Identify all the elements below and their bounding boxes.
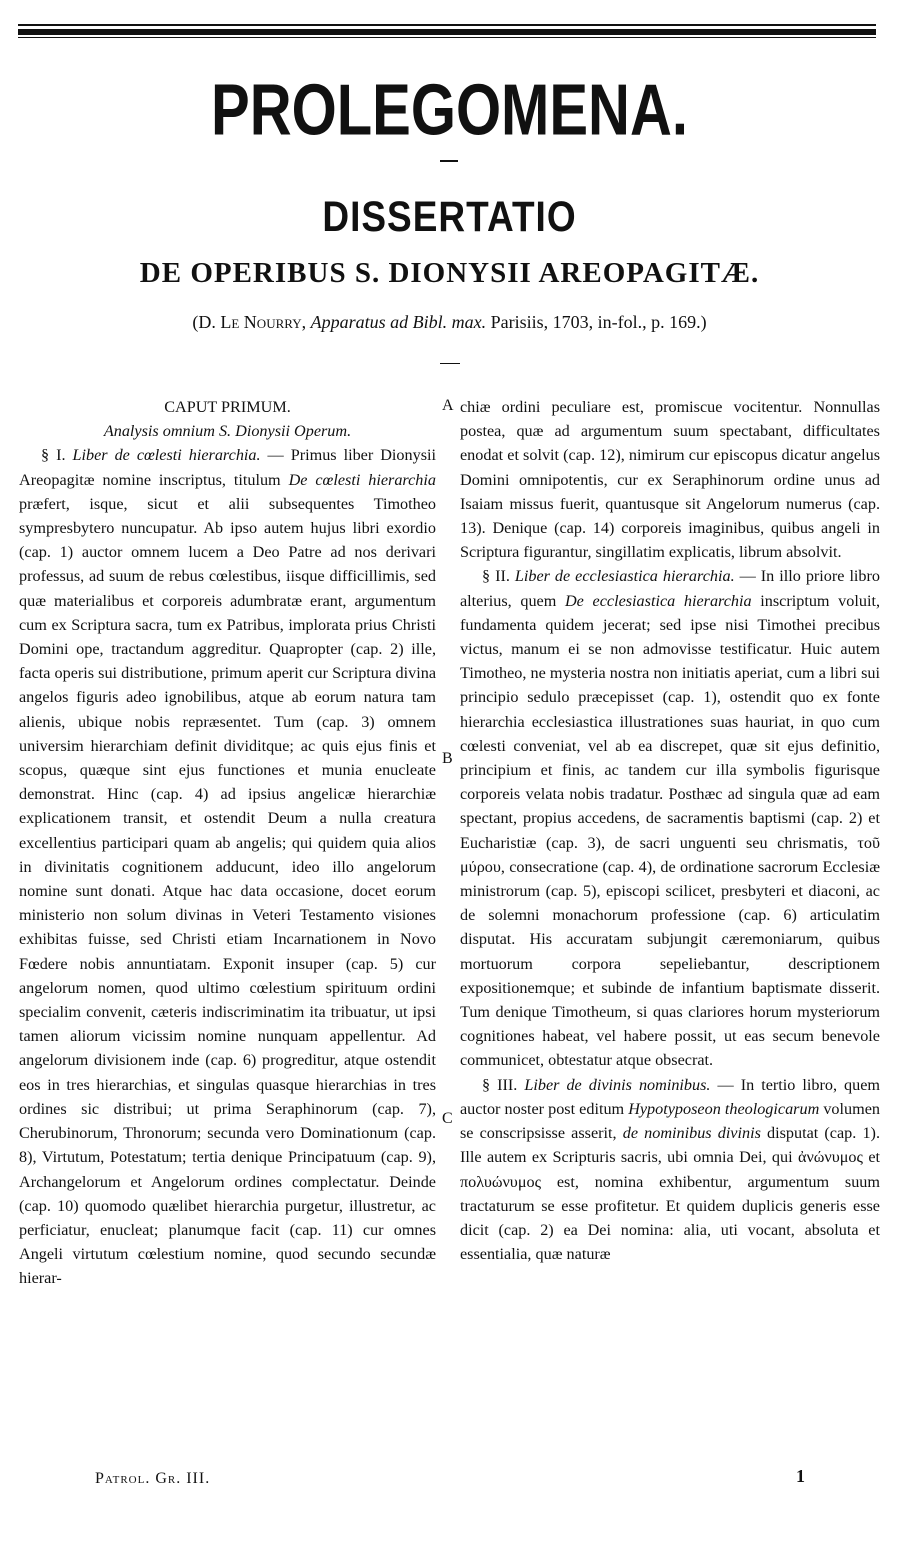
section-2-paragraph [460, 564, 880, 1072]
divider-dash-2 [440, 363, 460, 364]
margin-letter-b: B [442, 750, 453, 767]
section-3-title: Liber de divinis nominibus. [524, 1075, 711, 1094]
section-2-head: § II. [482, 567, 515, 586]
chapter-subtitle [19, 419, 436, 443]
dissertation-subtitle: DE OPERIBUS S. DIONYSII AREOPAGITÆ. [139, 257, 760, 289]
dissertatio-heading: DISSERTATIO [322, 193, 577, 241]
section-1-paragraph [19, 443, 436, 1290]
citation-work: Apparatus ad Bibl. max. [310, 312, 487, 332]
left-column [19, 395, 436, 1291]
section-3-text-a-italic: Hypotyposeon theologicarum [628, 1099, 820, 1118]
section-1-text-a-italic: De cœlesti hierarchia [288, 470, 436, 489]
margin-letter-a: A [442, 397, 454, 414]
section-3-text-c: disputat (cap. 1). Ille autem ex Scripturis sacris, ubi omnia Dei, qui ἀνώνυμος et πολυώνυμος est, nomina exhibentur, argumentum suum tractaturum se esse profitetur. Et quidem duplicis generis esse dicit (cap. 2) ea Dei nomina: alia, uti vocant, absoluta et essentialia, quæ naturæ [460, 1124, 880, 1264]
section-3-text-a: — In tertio libro, quem auctor noster post editum [460, 1075, 880, 1118]
section-3-text-b: volumen se conscripsisse asserit, [460, 1099, 880, 1143]
section-1-title: Liber de cœlesti hierarchia. [72, 446, 261, 465]
section-2-title: Liber de ecclesiastica hierarchia. [514, 567, 735, 586]
top-rule [18, 20, 876, 40]
citation-sep: , [301, 312, 311, 332]
margin-letter-c: C [442, 1110, 453, 1127]
page-number: 1 [796, 1466, 805, 1486]
continuation-paragraph: chiæ ordini peculiare est, promiscue vocitentur. Nonnullas postea, quæ ad argumentum suum spectabant, difficultates enodat et solvit (cap. 12), nimirum cur episcopus dicatur angelus Domini omnipotentis, cur ex Seraphinorum ordine unus ad Isaiam missus fuerit, quantusque sit Angelorum numerus (cap. 13). Denique (cap. 14) corporeis imaginibus, quibus angeli in Scriptura figurantur, singillatim explicatis, librum absolvit. [460, 398, 880, 562]
divider-dash [440, 160, 458, 162]
section-3-head: § III. [482, 1075, 525, 1094]
citation-rest: Parisiis, 1703, in-fol., p. 169.) [486, 312, 707, 332]
section-2-text-b: inscriptum voluit, fundamenta quidem jecerat; sed ipse nisi Timothei precibus victus, manum ei se non admovisse testificatur. Huic autem Timotheo, ne mysteria nostra non initiatis aperiat, cum a libri sui principio sedulo præcepisset (cap. 1), ostendit quo ex fonte hierarchia ecclesiastica illustrationes suas hauriat, in quo cum cœlesti conveniat, vel ab ea discrepet, quæ sit ejus definitio, principium et finis, ac tandem cur illa symbolis figurisque corporeis velata nobis tradatur. Posthæc ad singula quæ ad eam spectant, propius accedens, de sacramentis baptismi (cap. 2) et Eucharistiæ (cap. 3), de sacri unguenti seu chrismatis, τοῦ μύρου, consecratione (cap. 4), de ordinatione sacrorum Ecclesiæ ministrorum (cap. 5), episcopi scilicet, presbyteri et diaconi, ac de solemni monachorum professione (cap. 6) articulatim disputat. His accuratam subjungit cæremoniarum, quibus mortuorum corpora sepeliebantur, descriptionem expositionemque; et subinde de infantium baptismate disserit. Tum denique Timotheum, si quas clariores horum mysteriorum cognitiones habeat, vel habere possit, ut eas secum benevole communicet, obtestatur atque obsecrat. [460, 591, 881, 1070]
chapter-subtitle-text: Analysis omnium S. Dionysii Operum. [103, 422, 352, 441]
section-3-paragraph [460, 1073, 880, 1267]
section-1-text-a: — Primus liber Dionysii Areopagitæ nomine inscriptus, titulum [19, 446, 436, 489]
citation [0, 312, 899, 333]
footer-volume: Patrol. Gr. III. [95, 1470, 211, 1487]
section-1-text-b: præfert, isque, sicut et alii subsequentes Timotheo sympresbytero nuncupatur. Ab ipso autem hujus libri exordio (cap. 1) auctor omnem lucem a Deo Patre ad nos derivari professus, ad suum de rebus cœlestibus, iisque difficillimis, sed quæ materialibus et corporeis adumbratæ erant, argumentum cum ex Scriptura sacra, tum ex Patribus, implorata prius Christi Domini ope, tractandum aggreditur. Quapropter (cap. 2) ille, facta operis sui distributione, primum aperit cur Scriptura divina angelos figuris adeo ignobilibus, atque ab eorum natura tam alienis, ubique nobis repræsentet. Tum (cap. 3) omnem universim hierarchiam definit dividitque; ac quis ejus finis et scopus, quæque sint ejus functiones et munia enucleate demonstrat. Hinc (cap. 4) ad ipsius angelicæ hierarchiæ explicationem transit, et ostendit Deum a nulla creatura excellentius participari quam ab angelis; qui quidem quia alios in divinitatis cognitionem adducunt, ideo illo angelorum nomine sunt donati. Atque hac data occasione, docet eorum ministerio non solum divinas in Veteri Testamento visiones exhibitas fuisse, sed Christi etiam Incarnationem in Novo Fœdere nobis annuntiatam. Exponit insuper (cap. 5) cur angelorum nomen, quod ultimo cœlestium spirituum ordini specialim convenit, cæteris indiscriminatim ita tribuatur, ut ipsi tamen aliorum vicissim nomine nunquam appellentur. Ad angelorum divisionem inde (cap. 6) progreditur, atque ostendit eos in tres hierarchias, et singulas quasque hierarchias in tres ordines sic distribui; ut prima Seraphinorum (cap. 7), Cherubinorum, Thronorum; secunda vero Dominationum (cap. 8), Virtutum, Potestatum; tertia denique Principatuum (cap. 9), Archangelorum et Angelorum ordines complectatur. Deinde (cap. 10) quomodo quælibet hierarchia purgetur, illustretur, ac perficiatur, enucleat; planumque facit (cap. 11) cur omnes Angeli virtutum cœlestium nomine, quod secundo secundæ hierar- [19, 494, 436, 1288]
citation-open: (D. [192, 312, 221, 332]
section-3-text-b-italic: de nominibus divinis [622, 1124, 761, 1143]
section-1-head: § I. [41, 446, 73, 465]
page-title: PROLEGOMENA. [211, 69, 688, 151]
section-2-text-a: — In illo priore libro alterius, quem [460, 567, 881, 610]
citation-author: Le Nourry [220, 312, 302, 332]
section-2-text-a-italic: De ecclesiastica hierarchia [564, 591, 752, 610]
right-column [460, 395, 880, 1266]
chapter-title: CAPUT PRIMUM. [164, 398, 291, 416]
